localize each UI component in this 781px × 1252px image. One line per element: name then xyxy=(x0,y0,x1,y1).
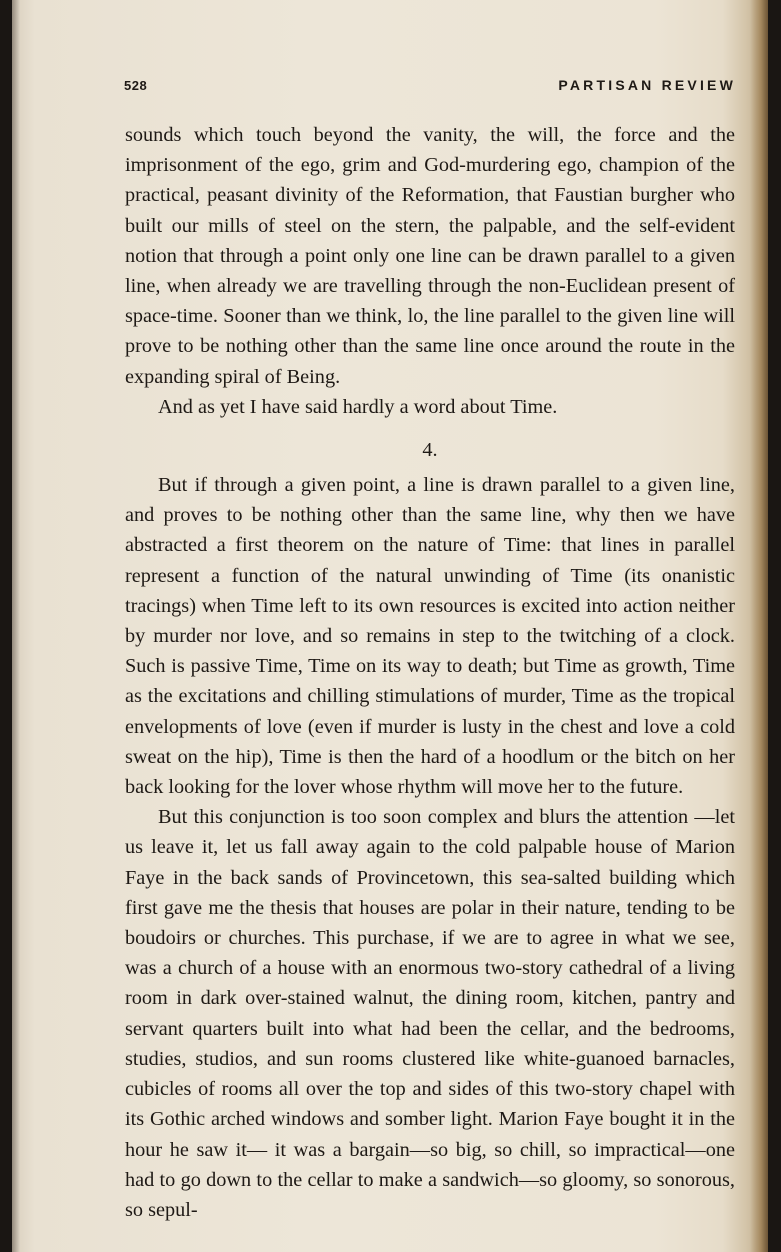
body-text xyxy=(125,120,735,1225)
paragraph-1: sounds which touch beyond the vanity, the will, the force and the imprisonment of the ego, grim and God-murdering ego, champion of the practical, peasant divinity of the Reformation, that Faustian burgher who built our mills of steel on the stern, the palpable, and the self-evident notion that through a point only one line can be drawn parallel to a given line, when already we are travelling through the non-Euclidean present of space-time. Sooner than we think, lo, the line parallel to the given line will prove to be nothing other than the same line once around the route in the expanding spiral of Being. xyxy=(125,124,735,388)
paragraph-2: And as yet I have said hardly a word about Time. xyxy=(158,395,558,418)
page-gutter-shadow xyxy=(750,0,768,1252)
page-number: 528 xyxy=(124,78,148,93)
book-page xyxy=(12,0,768,1252)
section-number: 4. xyxy=(422,439,438,462)
running-head: PARTISAN REVIEW xyxy=(558,77,736,93)
page-header xyxy=(124,78,736,100)
paragraph-4: But this conjunction is too soon complex and blurs the attention —let us leave it, let us fall away again to the cold palpable house of Marion Faye in the back sands of Provincetown, this sea-salted building which first gave me the thesis that houses are polar in their nature, tending to be boudoirs or churches. This purchase, if we are to agree in what we see, was a church of a house with an enormous two-story cathedral of a living room in dark over-stained walnut, the dining room, kitchen, pantry and servant quarters built into what had been the cellar, and the bedrooms, studies, studios, and sun rooms clustered like white-guanoed barnacles, cubicles of rooms all over the top and sides of this two-story chapel with its Gothic arched windows and somber light. Marion Faye bought it in the hour he saw it— it was a bargain—so big, so chill, so impractical—one had to go down to the cellar to make a sandwich—so gloomy, so sonorous, so sepul- xyxy=(125,806,735,1221)
page-left-shadow xyxy=(12,0,20,1252)
paragraph-3: But if through a given point, a line is drawn parallel to a given line, and proves to be nothing other than the same line, why then we have abstracted a first theorem on the nature of Time: that lines in parallel represent a function of the natural unwinding of Time (its onanistic tracings) when Time left to its own resources is excited into action neither by murder nor love, and so remains in step to the twitching of a clock. Such is passive Time, Time on its way to death; but Time as growth, Time as the excitations and chilling stimulations of murder, Time as the tropical envelopments of love (even if murder is lusty in the chest and love a cold sweat on the hip), Time is then the hard of a hoodlum or the bitch on her back looking for the lover whose rhythm will move her to the future. xyxy=(125,474,735,799)
